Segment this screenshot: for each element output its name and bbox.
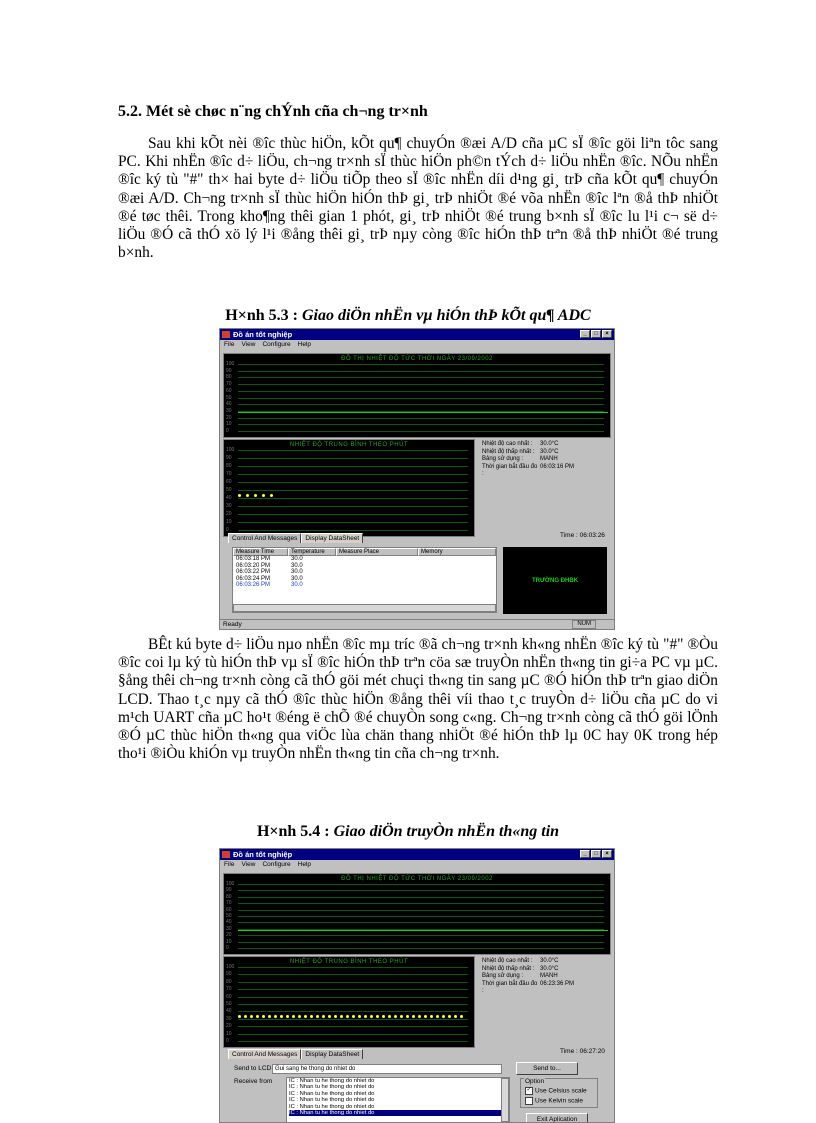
grid-line (238, 364, 604, 365)
maximize-button[interactable]: □ (591, 850, 601, 858)
send-to-lcd-input[interactable]: Gui sang he thong do nhiet do (272, 1064, 502, 1074)
grid-line (238, 506, 468, 507)
average-temperature-graph (223, 956, 475, 1048)
num-lock-indicator: NUM (572, 620, 596, 629)
grid-line (238, 398, 604, 399)
y-axis-label: 70 (226, 986, 232, 992)
y-axis-label: 100 (226, 447, 235, 453)
grid-line (238, 1019, 468, 1020)
avg-point (316, 1015, 319, 1018)
table-row[interactable] (233, 563, 496, 570)
y-axis-label: 10 (226, 421, 232, 427)
menu-configure[interactable]: Configure (262, 861, 291, 868)
y-axis-label: 90 (226, 455, 232, 461)
start-time-label: Thời gian bắt đầu đo : (482, 463, 538, 477)
app-window-adc (219, 328, 615, 630)
send-to-lcd-label: Send to LCD (234, 1065, 272, 1072)
table-used-label: Bảng sử dụng : (482, 973, 524, 979)
avg-point (304, 1015, 307, 1018)
max-temp-label: Nhiệt độ cao nhất : (482, 958, 533, 964)
horizontal-scrollbar[interactable] (233, 604, 496, 612)
y-axis-label: 60 (226, 994, 232, 1000)
y-axis-label: 50 (226, 913, 232, 919)
kelvin-option[interactable]: Use Kelvin scale (525, 1097, 583, 1105)
cell-time: 06:03:26 PM (236, 582, 271, 589)
option-label: Option (525, 1078, 545, 1085)
average-temperature-graph (223, 439, 475, 537)
minimize-button[interactable]: _ (580, 330, 590, 338)
avg-point (340, 1015, 343, 1018)
grid-line (238, 910, 604, 911)
cell-time: 06:03:18 PM (236, 556, 271, 562)
avg-point (292, 1015, 295, 1018)
celsius-option[interactable]: ✓ Use Celsius scale (526, 1087, 587, 1095)
tab-bar (228, 533, 363, 543)
maximize-button[interactable]: □ (591, 330, 601, 338)
avg-point (436, 1015, 439, 1018)
y-axis-label: 80 (226, 463, 232, 469)
avg-point (454, 1015, 457, 1018)
grid-line (238, 384, 604, 385)
table-used-label: Bảng sử dụng : (482, 456, 524, 462)
grid-line (238, 522, 468, 523)
time-display: Time : 06:27:20 (560, 1048, 605, 1055)
avg-point (430, 1015, 433, 1018)
y-axis-label: 50 (226, 1001, 232, 1007)
tab-display-datasheet[interactable]: Display DataSheet (301, 1049, 363, 1059)
avg-point (254, 494, 257, 497)
grid-line (238, 929, 604, 930)
y-axis-label: 100 (226, 881, 235, 887)
grid-line (238, 916, 604, 917)
table-used-value: MANH (540, 456, 558, 462)
start-time-value: 06:23:36 PM (540, 980, 575, 987)
grid-line (238, 482, 468, 483)
avg-point (262, 494, 265, 497)
tab-display-datasheet[interactable]: Display DataSheet (301, 533, 363, 543)
avg-point (286, 1015, 289, 1018)
menu-help[interactable]: Help (297, 341, 312, 348)
app-window-communication (219, 848, 615, 1123)
vertical-scrollbar[interactable] (501, 1078, 509, 1122)
lcd-text: TRƯỜNG ĐHBK (531, 577, 579, 584)
grid-line (238, 982, 468, 983)
col-memory[interactable]: Memory (418, 548, 496, 556)
y-axis-label: 0 (226, 527, 229, 533)
table-header (233, 548, 496, 556)
table-row[interactable] (233, 576, 496, 583)
tab-control-messages[interactable]: Control And Messages (228, 1049, 301, 1059)
list-item[interactable]: IC : Nhan tu he thong do nhiet do (289, 1090, 375, 1097)
table-row[interactable] (233, 556, 496, 563)
grid-line (238, 1034, 468, 1035)
close-button[interactable]: × (602, 850, 612, 858)
avg-point (412, 1015, 415, 1018)
avg-point (334, 1015, 337, 1018)
avg-point (418, 1015, 421, 1018)
temperature-trace (238, 412, 608, 413)
cell-temp: 30.0 (291, 556, 303, 562)
cell-temp: 30.0 (291, 562, 303, 569)
grid-line (238, 967, 468, 968)
minimize-button[interactable]: _ (580, 850, 590, 858)
grid-line (238, 935, 604, 936)
app-icon (222, 331, 230, 338)
grid-line (238, 948, 604, 949)
avg-point (268, 1015, 271, 1018)
table-used-value: MANH (540, 973, 558, 979)
status-text: Ready (223, 621, 242, 628)
table-row[interactable] (233, 569, 496, 576)
avg-point (394, 1015, 397, 1018)
lcd-preview (503, 547, 607, 614)
avg-point (244, 1015, 247, 1018)
tab-bar (228, 1049, 363, 1059)
y-axis-label: 80 (226, 894, 232, 900)
col-measure-place[interactable]: Measure Place (336, 548, 418, 556)
grid-line (238, 490, 468, 491)
y-axis-label: 90 (226, 887, 232, 893)
grid-line (238, 897, 604, 898)
cell-time: 06:03:22 PM (236, 569, 271, 576)
grid-line (238, 989, 468, 990)
y-axis-label: 30 (226, 1016, 232, 1022)
y-axis-label: 100 (226, 361, 235, 367)
y-axis-label: 30 (226, 408, 232, 414)
avg-point (406, 1015, 409, 1018)
grid-line (238, 411, 604, 412)
cell-time: 06:03:24 PM (236, 575, 271, 582)
grid-line (238, 424, 604, 425)
graph-title: ĐỒ THỊ NHIỆT ĐỘ TỨC THỜI NGÀY 23/09/2002 (341, 356, 493, 362)
avg-point (460, 1015, 463, 1018)
y-axis-label: 20 (226, 1023, 232, 1029)
avg-point (250, 1015, 253, 1018)
y-axis-label: 70 (226, 471, 232, 477)
y-axis-label: 50 (226, 395, 232, 401)
grid-line (238, 974, 468, 975)
max-temp-value: 30.0°C (540, 958, 559, 964)
avg-point (262, 1015, 265, 1018)
option-group (520, 1078, 598, 1108)
grid-line (238, 431, 604, 432)
grid-line (238, 391, 604, 392)
y-axis-label: 30 (226, 926, 232, 932)
start-time-value: 06:03:16 PM (540, 463, 575, 470)
y-axis-label: 60 (226, 907, 232, 913)
avg-point (400, 1015, 403, 1018)
avg-point (274, 1015, 277, 1018)
avg-point (238, 1015, 241, 1018)
avg-point (442, 1015, 445, 1018)
instant-temperature-graph (223, 353, 611, 438)
time-display: Time : 06:03:26 (560, 532, 605, 539)
graph-title: ĐỒ THỊ NHIỆT ĐỘ TỨC THỜI NGÀY 23/09/2002 (341, 876, 493, 882)
avg-point (328, 1015, 331, 1018)
menu-help[interactable]: Help (297, 861, 312, 868)
y-axis-label: 80 (226, 979, 232, 985)
cell-temp: 30.0 (291, 575, 303, 582)
y-axis-label: 0 (226, 428, 229, 434)
y-axis-label: 90 (226, 368, 232, 374)
grid-line (238, 1011, 468, 1012)
section-heading: 5.2. Mét sè chøc n¨ng chÝnh cña ch¬ng tr×nh (118, 103, 428, 120)
paragraph-1: Sau khi kÕt nèi ®îc thùc hiÖn, kÕt qu¶ chuyÓn ®æi A/D cña µC sÏ ®îc göi liªn tôc sang PC. Khi nhËn ®îc d÷ liÖu, ch¬ng tr×nh sÏ thùc hiÖn ph©n tÝch d÷ liÖu nhËn ®îc. NÕu nhËn ®îc ký tù "#" th× hai byte d÷ liÖu tiÕp theo sÏ ®îc nhËn díi d¹ng gi¸ trÞ cña kÕt qu¶ chuyÓn ®æi A/D. Ch¬ng tr×nh sÏ thùc hiÖn hiÓn thÞ gi¸ trÞ nhiÖt ®é võa nhËn ®îc lªn ®å thÞ nhiÖt ®é tøc thêi. Trong kho¶ng thêi gian 1 phót, gi¸ trÞ nhiÖt ®é trung b×nh sÏ ®îc lu l¹i c¬ së d÷ liÖu ®Ó cã thÓ xö lý l¹i ®ång thêi gi¸ trÞ nµy còng ®îc hiÓn thÞ trªn ®å thÞ nhiÖt ®é trung b×nh. (118, 135, 718, 262)
list-item[interactable]: IC : Nhan tu he thong do nhiet do (289, 1097, 375, 1104)
grid-line (238, 371, 604, 372)
menu-view[interactable]: View (241, 341, 256, 348)
paragraph-2: BÊt kú byte d÷ liÖu nµo nhËn ®îc mµ tríc ®ã ch¬ng tr×nh kh«ng nhËn ®îc ký tù "#" ®Òu ®îc coi lµ ký tù hiÓn thÞ vµ sÏ ®îc hiÓn thÞ trªn cöa sæ truyÒn nhËn th«ng tin gi÷a PC vµ µC. §ång thêi ch¬ng tr×nh còng cã thÓ göi mét chuçi th«ng tin sang µC ®Ó hiÓn thÞ trªn giao diÖn LCD. Thao t¸c nµy cã thÓ ®îc thùc hiÖn ®ång thêi víi thao t¸c truyÒn d÷ liÖu cña µC do vi m¹ch UART cña µC ho¹t ®éng ë chÕ ®é chuyÒn song c«ng. Ch¬ng tr×nh còng cã thÓ göi lÖnh ®Ó µC thùc hiÖn th«ng qua viÖc lùa chän thang nhiÖt ®é hiÓn thÞ lµ 0C hay 0K trong hép tho¹i ®iÒu khiÓn vµ truyÒn nhËn th«ng tin cña ch¬ng tr×nh. (118, 636, 718, 763)
checkbox-checked-icon[interactable]: ✓ (526, 1087, 532, 1093)
y-axis-label: 0 (226, 945, 229, 951)
y-axis-label: 70 (226, 900, 232, 906)
grid-line (238, 498, 468, 499)
avg-point (298, 1015, 301, 1018)
menu-file[interactable]: File (224, 861, 235, 868)
avg-point (364, 1015, 367, 1018)
y-axis-label: 40 (226, 919, 232, 925)
instant-temperature-graph (223, 873, 611, 955)
menu-view[interactable]: View (241, 861, 256, 868)
menu-bar (220, 340, 614, 349)
y-axis-label: 100 (226, 964, 235, 970)
window-titlebar: Đồ án tốt nghiệp _ □ × (220, 329, 614, 340)
y-axis-label: 80 (226, 374, 232, 380)
grid-line (238, 514, 468, 515)
avg-point (448, 1015, 451, 1018)
avg-point (322, 1015, 325, 1018)
graph-title: NHIỆT ĐỘ TRUNG BÌNH THEO PHÚT (289, 959, 409, 965)
table-row-selected[interactable] (233, 582, 496, 589)
grid-line (238, 404, 604, 405)
cell-temp: 30.0 (291, 582, 303, 589)
avg-point (352, 1015, 355, 1018)
avg-point (280, 1015, 283, 1018)
window-titlebar: Đồ án tốt nghiệp _ □ × (220, 849, 614, 860)
y-axis-label: 70 (226, 381, 232, 387)
list-item-selected[interactable]: IC : Nhan tu he thong do nhiet do (289, 1110, 509, 1116)
max-temp-label: Nhiệt độ cao nhất : (482, 441, 533, 447)
menu-configure[interactable]: Configure (262, 341, 291, 348)
y-axis-label: 90 (226, 971, 232, 977)
avg-point (346, 1015, 349, 1018)
received-messages-list[interactable] (286, 1077, 510, 1123)
cell-temp: 30.0 (291, 569, 303, 576)
list-item[interactable]: IC : Nhan tu he thong do nhiet do (289, 1103, 375, 1110)
avg-point (376, 1015, 379, 1018)
tab-control-messages[interactable]: Control And Messages (228, 533, 301, 543)
y-axis-label: 40 (226, 401, 232, 407)
avg-point (382, 1015, 385, 1018)
receive-from-label: Receive from (234, 1078, 273, 1085)
col-measure-time[interactable]: Measure Time (233, 548, 288, 556)
avg-point (310, 1015, 313, 1018)
grid-line (238, 890, 604, 891)
grid-line (238, 530, 468, 531)
y-axis-label: 50 (226, 487, 232, 493)
y-axis-label: 60 (226, 388, 232, 394)
grid-line (238, 1004, 468, 1005)
y-axis-label: 40 (226, 1008, 232, 1014)
list-item[interactable]: IC : Nhan tu he thong do nhiet do (289, 1084, 375, 1091)
min-temp-label: Nhiệt độ thấp nhất : (482, 448, 535, 455)
datasheet-table (232, 547, 497, 613)
grid-line (238, 450, 468, 451)
list-item[interactable]: IC : Nhan tu he thong do nhiet do (289, 1078, 375, 1084)
min-temp-label: Nhiệt độ thấp nhất : (482, 965, 535, 972)
y-axis-label: 40 (226, 495, 232, 501)
start-time-label: Thời gian bắt đầu đo : (482, 980, 538, 994)
y-axis-label: 10 (226, 939, 232, 945)
status-bar (220, 619, 614, 629)
figure-caption-1: H×nh 5.3 : Giao diÖn nhËn vµ hiÓn thÞ kÕt qu¶ ADC (225, 307, 591, 324)
y-axis-label: 20 (226, 932, 232, 938)
y-axis-label: 60 (226, 479, 232, 485)
col-temperature[interactable]: Temperature (288, 548, 336, 556)
avg-point (388, 1015, 391, 1018)
y-axis-label: 20 (226, 415, 232, 421)
grid-line (238, 884, 604, 885)
grid-line (238, 903, 604, 904)
send-button[interactable]: Send to... (516, 1062, 578, 1075)
avg-point (246, 494, 249, 497)
y-axis-label: 10 (226, 1031, 232, 1037)
avg-point (358, 1015, 361, 1018)
avg-point (238, 494, 241, 497)
avg-point (256, 1015, 259, 1018)
grid-line (238, 942, 604, 943)
figure-caption-2: H×nh 5.4 : Giao diÖn truyÒn nhËn th«ng tin (256, 823, 560, 840)
max-temp-value: 30.0°C (540, 441, 559, 447)
checkbox-icon[interactable] (525, 1097, 533, 1105)
y-axis-label: 10 (226, 519, 232, 525)
info-panel (482, 958, 574, 996)
min-temp-value: 30.0°C (540, 965, 559, 972)
avg-point (424, 1015, 427, 1018)
cell-time: 06:03:20 PM (236, 562, 271, 569)
menu-file[interactable]: File (224, 341, 235, 348)
menu-bar (220, 860, 614, 869)
grid-line (238, 1041, 468, 1042)
graph-title: NHIỆT ĐỘ TRUNG BÌNH THEO PHÚT (289, 442, 409, 448)
grid-line (238, 997, 468, 998)
grid-line (238, 458, 468, 459)
exit-button[interactable]: Exit Aplication (526, 1113, 588, 1123)
grid-line (238, 1026, 468, 1027)
avg-point (270, 494, 273, 497)
min-temp-value: 30.0°C (540, 448, 559, 455)
y-axis-label: 0 (226, 1038, 229, 1044)
close-button[interactable]: × (602, 330, 612, 338)
y-axis-label: 30 (226, 503, 232, 509)
grid-line (238, 377, 604, 378)
grid-line (238, 474, 468, 475)
avg-point (370, 1015, 373, 1018)
info-panel (482, 441, 574, 479)
temperature-trace (238, 930, 608, 931)
grid-line (238, 418, 604, 419)
app-icon (222, 851, 230, 858)
y-axis-label: 20 (226, 511, 232, 517)
grid-line (238, 922, 604, 923)
grid-line (238, 466, 468, 467)
